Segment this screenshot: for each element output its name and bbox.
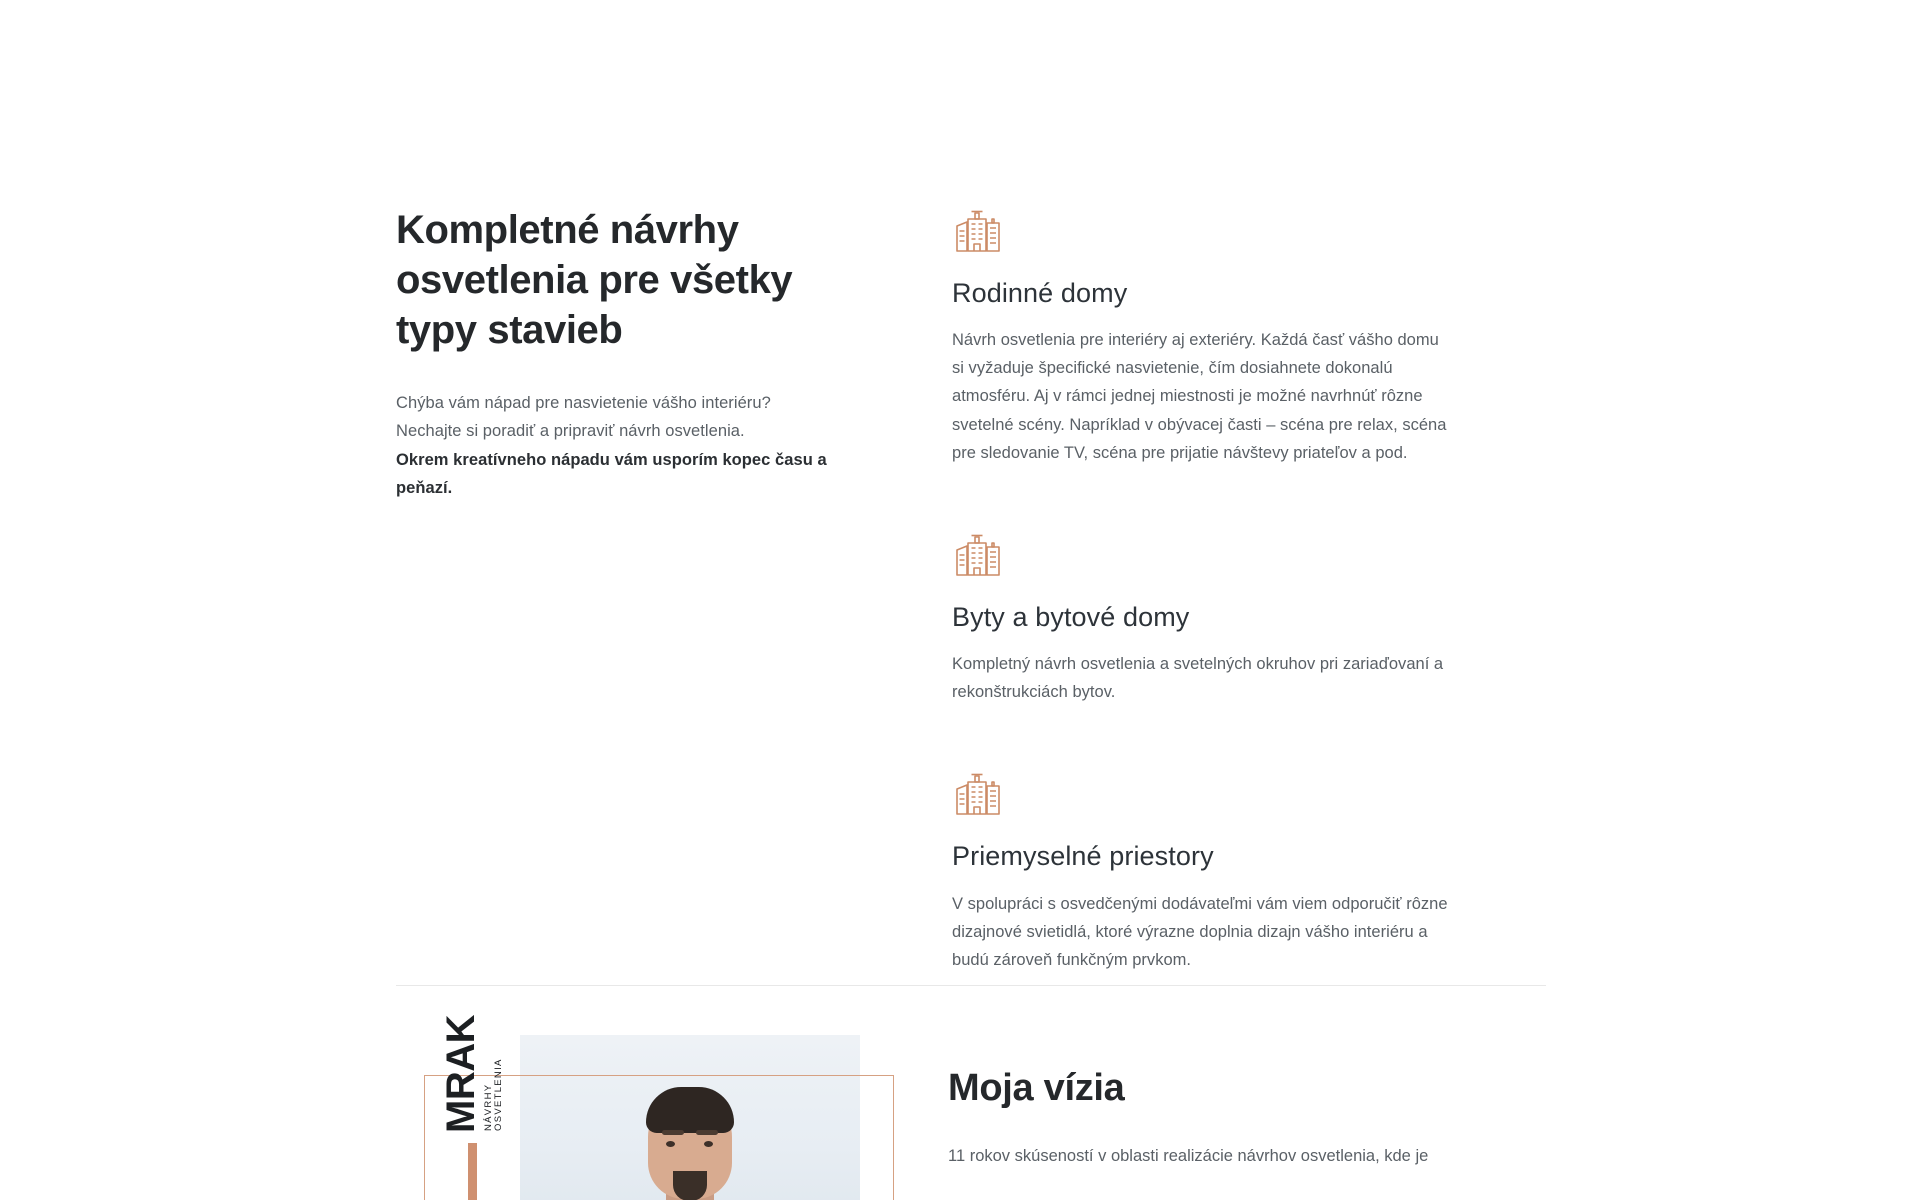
services-intro-column [396,205,876,974]
buildings-icon [952,768,1004,818]
vision-media [396,1015,896,1200]
service-title: Priemyselné priestory [952,841,1214,872]
brand-text-stack [441,1015,503,1133]
intro-line-1: Chýba vám nápad pre nasvietenie vášho interiéru? [396,394,771,412]
service-title: Byty a bytové domy [952,601,1190,632]
service-title: Rodinné domy [952,278,1128,308]
buildings-icon [952,529,1004,579]
service-item [952,529,1452,706]
service-description: Kompletný návrh osvetlenia a svetelných okruhov pri zariaďovaní a rekonštrukciách bytov. [952,655,1444,702]
services-intro-text [396,389,876,503]
vision-text-column [948,1035,1478,1200]
vision-description: 11 rokov skúseností v oblasti realizácie návrhov osvetlenia, kde je [948,1147,1429,1165]
portrait-hair [646,1087,734,1133]
brand-name: MRAK [439,1015,483,1133]
services-section [396,205,1546,974]
page-title: Kompletné návrhy osvetlenia pre všetky typy stavieb [396,208,793,352]
portrait-brow-left [662,1130,684,1135]
portrait-brow-right [696,1130,718,1135]
portrait-photo [520,1035,860,1200]
vision-title: Moja vízia [948,1067,1125,1109]
brand-accent-bar [468,1143,477,1200]
services-list-column [952,205,1452,974]
service-description: V spolupráci s osvedčenými dodávateľmi vám viem odporučiť rôzne dizajnové svietidlá, ktoré výrazne doplnia dizajn vášho interiéru a budú zároveň funkčným prvkom. [952,894,1448,969]
portrait-eye-left [666,1141,675,1147]
section-divider [396,985,1546,986]
brand-logo [439,1015,504,1200]
buildings-icon [952,205,1004,255]
brand-tagline: NÁVRHY OSVETLENIA [483,1058,504,1131]
intro-line-2: Nechajte si poradiť a pripraviť návrh osvetlenia. [396,422,745,441]
intro-emphasis: Okrem kreatívneho nápadu vám usporím kopec času a peňazí. [396,450,827,498]
vision-section [396,1015,1546,1200]
service-item [952,205,1452,467]
service-description: Návrh osvetlenia pre interiéry aj exteriéry. Každá časť vášho domu si vyžaduje špecifické nasvietenie, čím dosiahnete dokonalú atmosféru. Aj v rámci jednej miestnosti je možné navrhnúť rôzne svetelné scény. Napríklad v obývacej časti – scéna pre relax, scéna pre sledovanie TV, scéna pre prijatie návštevy priateľov a pod. [952,331,1447,462]
portrait-beard [673,1171,707,1200]
service-item [952,768,1452,974]
portrait-eye-right [704,1141,713,1147]
